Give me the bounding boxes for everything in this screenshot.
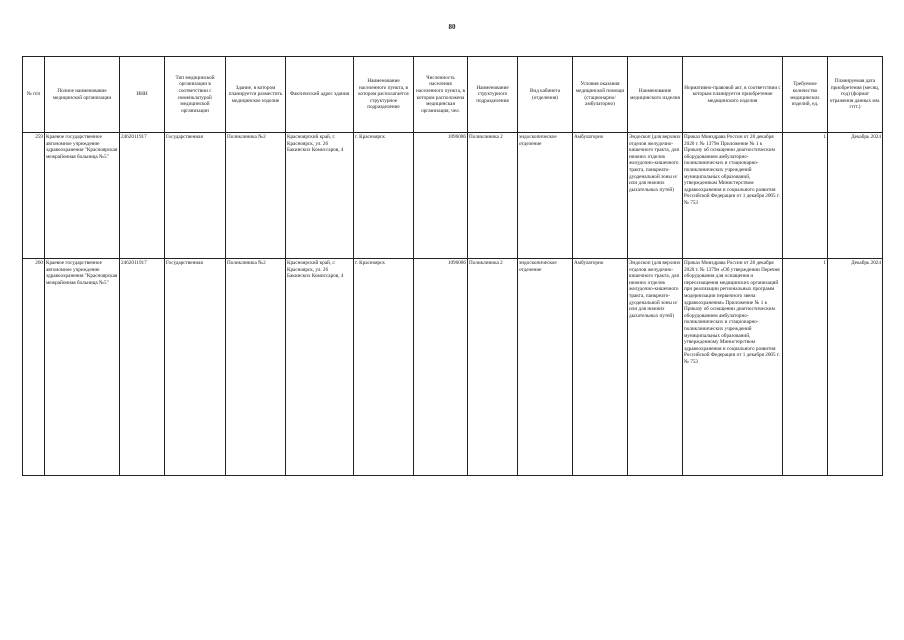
page-number: 80: [448, 23, 456, 31]
quantity-cell: 1: [783, 259, 828, 476]
row-number: 260: [23, 259, 45, 476]
org-name-cell: Краевое государственное автономное учреждение здравоохранения "Красноярская межрайонная больница №5": [45, 133, 120, 259]
org-type-cell: Государственная: [165, 133, 226, 259]
header-unit: Наименование структурного подразделения: [468, 57, 518, 133]
header-locality: Наименование населенного пункта, в котором располагается структурное подразделение: [354, 57, 414, 133]
address-cell: Красноярский край, г. Красноярск, ул. 26 Бакинских Комиссаров, 4: [286, 133, 354, 259]
population-cell: 1096086: [414, 259, 468, 476]
org-name-cell: Краевое государственное автономное учреждение здравоохранения "Красноярская межрайонная больница №5": [45, 259, 120, 476]
population-cell: 1096086: [414, 133, 468, 259]
room-type-cell: эндоскопическое отделение: [518, 259, 573, 476]
header-conditions: Условия оказания медицинской помощи (стационарно/амбулаторно): [573, 57, 628, 133]
header-address: Фактический адрес здания: [286, 57, 354, 133]
conditions-cell: Амбулаторно: [573, 133, 628, 259]
header-room-type: Вид кабинета (отделения): [518, 57, 573, 133]
org-type-cell: Государственная: [165, 259, 226, 476]
equipment-table: [22, 56, 883, 476]
header-building: Здание, в котором планируется разместить медицинское изделие: [226, 57, 286, 133]
date-cell: Декабрь 2024: [828, 133, 883, 259]
header-quantity: Требуемое количество медицинских изделий, ед.: [783, 57, 828, 133]
header-population: Численность населения населенного пункта, в котором расположена медицинская организация, чел.: [414, 57, 468, 133]
device-cell: Эндоскоп (для верхних отделов желудочно-кишечного тракта, для нижних отделов желудочно-кишечного тракта, панкреато-дуоденальной зоны и/или для нижних дыхательных путей): [628, 133, 683, 259]
device-cell: Эндоскоп (для верхних отделов желудочно-кишечного тракта, для нижних отделов желудочно-кишечного тракта, панкреато-дуоденальной зоны и/или для нижних дыхательных путей): [628, 259, 683, 476]
date-cell: Декабрь 2024: [828, 259, 883, 476]
inn-cell: 2462011917: [120, 259, 165, 476]
header-device: Наименование медицинского изделия: [628, 57, 683, 133]
row-number: 259: [23, 133, 45, 259]
header-row: [23, 57, 883, 133]
table-row: [23, 133, 883, 259]
table-row: [23, 259, 883, 476]
legal-act-cell: Приказ Минздрава России от 28 декабря 2020 г. № 1379н Приложение № 1 к Приказу об оснащении диагностическим оборудованием амбулаторно-поликлинических и стационарно-поликлинических учреждений муниципальных образований, утвержденным Министерством здравоохранения и социального развития Российской Федерации от 1 декабря 2005 г. № 753: [683, 133, 783, 259]
quantity-cell: 1: [783, 133, 828, 259]
room-type-cell: эндоскопическое отделение: [518, 133, 573, 259]
building-cell: Поликлиника №2: [226, 259, 286, 476]
header-date: Планируемая дата приобретения (месяц, год) (формат отражения данных мм. гггг.): [828, 57, 883, 133]
conditions-cell: Амбулаторно: [573, 259, 628, 476]
building-cell: Поликлиника №2: [226, 133, 286, 259]
header-number: № п/п: [23, 57, 45, 133]
inn-cell: 2462011917: [120, 133, 165, 259]
header-legal-act: Нормативно-правовой акт, в соответствии с которым планируется приобретение медицинского изделия: [683, 57, 783, 133]
unit-cell: Поликлиника 2: [468, 259, 518, 476]
address-cell: Красноярский край, г. Красноярск, ул. 26 Бакинских Комиссаров, 4: [286, 259, 354, 476]
legal-act-cell: Приказ Минздрава России от 28 декабря 2020 г. № 1379н «Об утверждении Перечня оборудования для оснащения и переоснащения медицинских организаций при реализации региональных программ модернизации первичного звена здравоохранения» Приложение № 1 к Приказу об оснащении диагностическим оборудованием амбулаторно-поликлинических и стационарно-поликлинических учреждений муниципальных образований, утвержденному Министерством здравоохранения и социального развития Российской Федерации от 1 декабря 2005 г. № 753: [683, 259, 783, 476]
unit-cell: Поликлиника 2: [468, 133, 518, 259]
header-org-name: Полное наименование медицинской организации: [45, 57, 120, 133]
locality-cell: г. Красноярск: [354, 259, 414, 476]
header-inn: ИНН: [120, 57, 165, 133]
header-org-type: Тип медицинской организации в соответствии с номенклатурой медицинской организации: [165, 57, 226, 133]
locality-cell: г. Красноярск: [354, 133, 414, 259]
